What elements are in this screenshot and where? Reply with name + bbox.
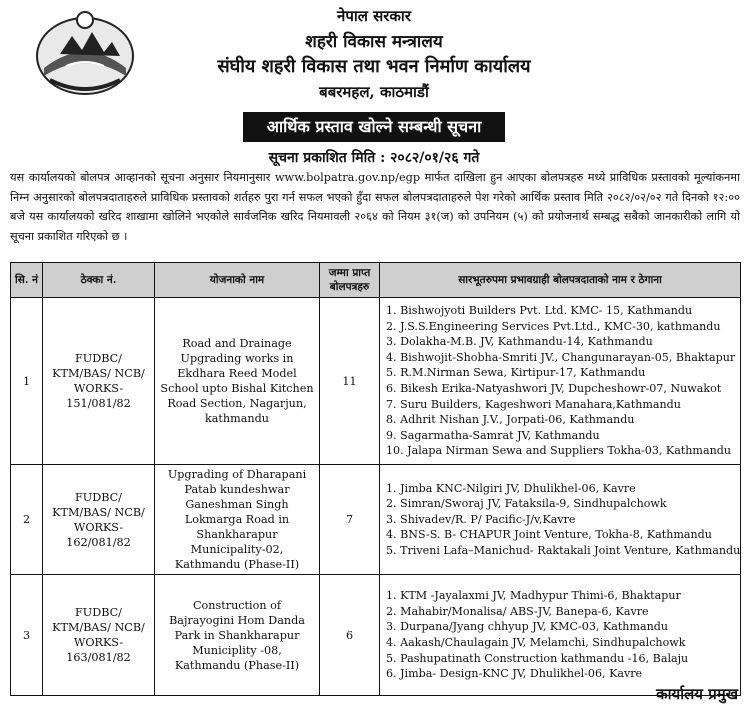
list-item: 2. J.S.S.Engineering Services Pvt.Ltd., KMC-30, kathmandu xyxy=(386,319,721,333)
list-item: 4. Bishwojit-Shobha-Smriti JV., Changunarayan-05, Bhaktapur xyxy=(386,350,736,364)
row-sn: 3 xyxy=(11,575,43,696)
notice-title-banner: आर्थिक प्रस्ताव खोल्ने सम्बन्धी सूचना xyxy=(243,112,505,142)
list-item: 6. Bikesh Erika-Natyashwori JV, Dupcheshowr-07, Nuwakot xyxy=(386,382,722,395)
table-row xyxy=(11,575,741,696)
row-contract: FUDBC/ KTM/BAS/ NCB/ WORKS- 163/081/82 xyxy=(43,575,155,696)
row-bids: 6 xyxy=(320,575,380,696)
header-sn: सि. नं xyxy=(11,263,43,298)
row-firms xyxy=(380,465,741,575)
list-item: 4. BNS-S. B- CHAPUR Joint Venture, Tokha-8, Kathmandu xyxy=(386,528,712,542)
table-row xyxy=(11,465,741,575)
list-item: 10. Jalapa Nirman Sewa and Suppliers Tokha-03, Kathmandu xyxy=(386,444,731,458)
list-item: 3. Shivadev/R. P/ Pacific-J/v,Kavre xyxy=(386,512,576,526)
list-item: 1. KTM -Jayalaxmi JV, Madhypur Thimi-6, Bhaktapur xyxy=(386,589,681,603)
list-item: 8. Adhrit Nishan J.V., Jorpati-06, Kathmandu xyxy=(386,413,635,427)
header-contract: ठेक्का नं. xyxy=(43,263,155,298)
intro-paragraph: यस कार्यालयको बोलपत्र आव्हानको सूचना अनुसार नियमानुसार www.bolpatra.gov.np/egp मार्फत दाखिला हुन आएका बोलपत्रहरु मध्ये प्राविधिक प्रस्तावको मूल्यांकनमा निम्न अनुसारको बोलपत्रदाताहरुले प्राविधिक प्रस्तावको शर्तहरु पुरा गर्न सफल भएको हुँदा सफल बोलपत्रदाताहरुले पेश गरेको आर्थिक प्रस्ताव मिति २०८२/०२/०२ गते दिनको १२:०० बजे यस कार्यालयको खरिद शाखामा खोलिने भएकोले सार्वजनिक खरिद नियमावली २०६४ को नियम ३१(ज) को उपनियम (५) को प्रयोजनार्थ सम्बद्ध सबैको जानकारीको लागि यो सूचना प्रकाशित गरिएको छ । xyxy=(10,171,740,243)
row-contract: FUDBC/ KTM/BAS/ NCB/ WORKS- 151/081/82 xyxy=(43,298,155,465)
row-project: Road and Drainage Upgrading works in Ekdhara Reed Model School upto Bishal Kitchen Road Section, Nagarjun, kathmandu xyxy=(155,298,320,465)
table-row xyxy=(11,298,741,465)
publication-date: सूचना प्रकाशित मिति : २०८२/०१/२६ गते xyxy=(268,150,480,166)
list-item: 5. Triveni Lafa–Manichud- Raktakali Joint Venture, Kathmandu xyxy=(386,543,741,557)
list-item: 7. Suru Builders, Kageshwori Manahara,Kathmandu xyxy=(386,397,681,411)
list-item: 6. Jimba- Design-KNC JV, Dhulikhel-06, Kavre xyxy=(386,667,643,681)
office-head-signature: कार्यालय प्रमुख xyxy=(656,685,738,703)
header-line-government: नेपाल सरकार xyxy=(337,7,411,25)
list-item: 4. Aakash/Chaulagain JV, Melamchi, Sindhupalchowk xyxy=(386,636,686,649)
list-item: 3. Durpana/Jyang chhyup JV, KMC-03, Kathmandu xyxy=(386,620,668,634)
firm-list xyxy=(386,481,741,559)
list-item: 5. R.M.Nirman Sewa, Kirtipur-17, Kathmandu xyxy=(386,366,646,380)
bidders-table xyxy=(10,262,741,696)
list-item: 1. Jimba KNC-Nilgiri JV, Dhulikhel-06, Kavre xyxy=(386,481,636,495)
header-line-address: बबरमहल, काठमाडौं xyxy=(319,83,429,101)
list-item: 2. Simran/Sworaj JV, Fataksila-9, Sindhupalchowk xyxy=(386,497,667,511)
list-item: 5. Pashupatinath Construction kathmandu -16, Balaju xyxy=(386,651,689,665)
header-line-office: संघीय शहरी विकास तथा भवन निर्माण कार्यालय xyxy=(217,56,531,77)
firm-list xyxy=(386,303,734,459)
row-sn: 1 xyxy=(11,298,43,465)
row-contract: FUDBC/ KTM/BAS/ NCB/ WORKS- 162/081/82 xyxy=(43,465,155,575)
row-firms xyxy=(380,575,741,696)
header-project: योजनाको नाम xyxy=(155,263,320,298)
table-header-row xyxy=(11,263,741,298)
list-item: 2. Mahabir/Monalisa/ ABS-JV, Banepa-6, Kavre xyxy=(386,604,649,618)
header-line-ministry: शहरी विकास मन्त्रालय xyxy=(305,32,443,52)
list-item: 1. Bishwojyoti Builders Pvt. Ltd. KMC- 15, Kathmandu xyxy=(386,304,693,318)
list-item: 9. Sagarmatha-Samrat JV, Kathmandu xyxy=(386,428,600,442)
header-bids: जम्मा प्राप्त बोलपत्रहरु xyxy=(320,263,380,298)
header-firms: सारभूतरुपमा प्रभावग्राही बोलपत्रदाताको नाम र ठेगाना xyxy=(380,263,741,298)
notice-header xyxy=(0,0,748,166)
row-sn: 2 xyxy=(11,465,43,575)
row-project: Construction of Bajrayogini Hom Danda Park in Shankharapur Municiplity -08, Kathmandu (Phase-II) xyxy=(155,575,320,696)
row-bids: 11 xyxy=(320,298,380,465)
row-firms xyxy=(380,298,741,465)
row-bids: 7 xyxy=(320,465,380,575)
firm-list xyxy=(386,588,734,682)
list-item: 3. Dolakha-M.B. JV, Kathmandu-14, Kathmandu xyxy=(386,335,653,349)
row-project: Upgrading of Dharapani Patab kundeshwar Ganeshman Singh Lokmarga Road in Shankharapur Municipality-02, Kathmandu (Phase-II) xyxy=(155,465,320,575)
